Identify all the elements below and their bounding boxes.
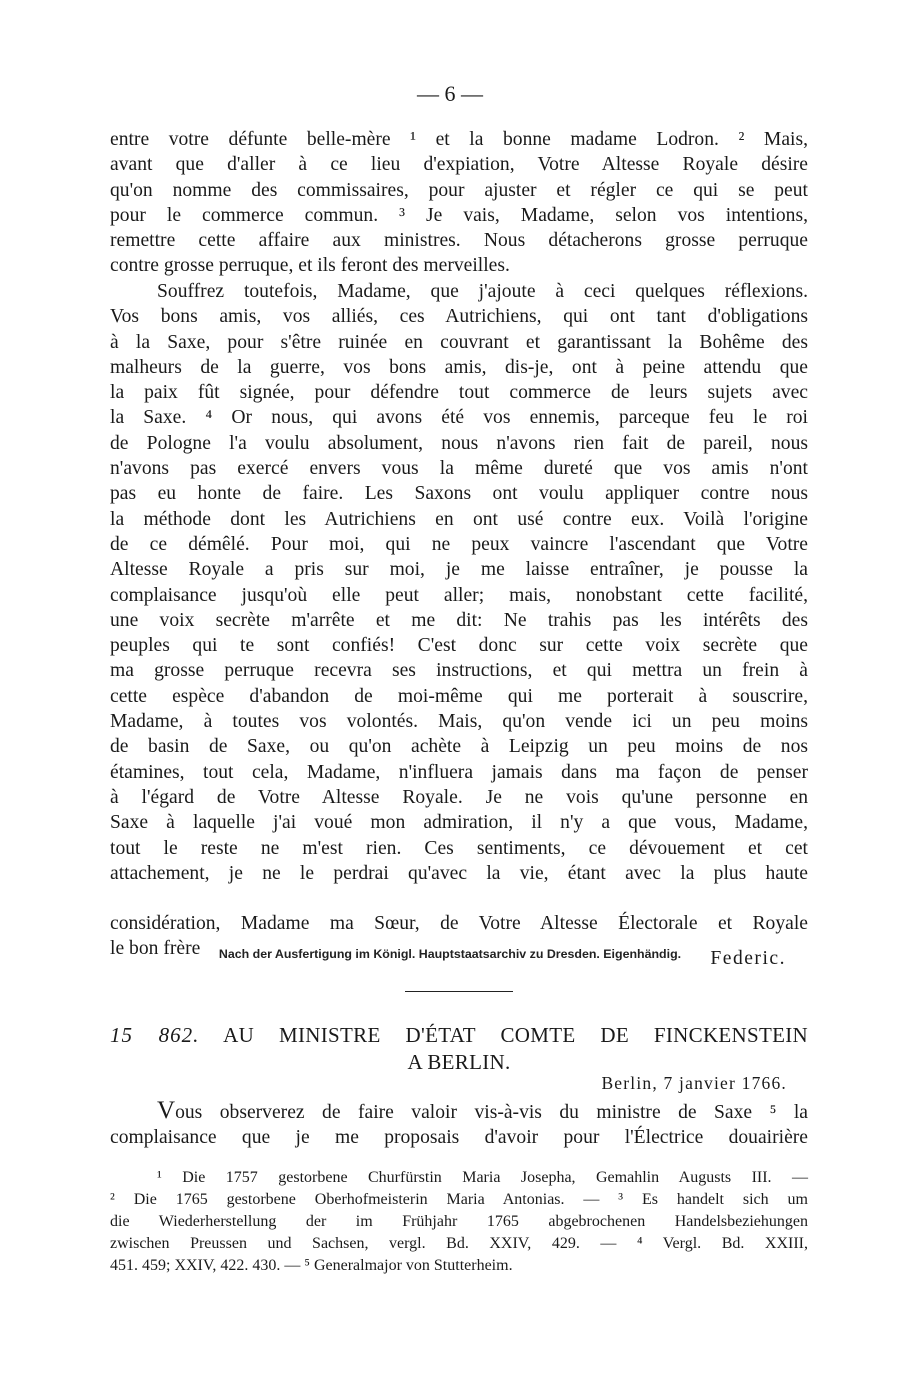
page-number: — 6 —: [417, 81, 483, 106]
footnote-line: die Wiederherstellung der im Frühjahr 1765 abgebrochenen Handelsbeziehungen: [110, 1213, 808, 1230]
text-line: ma grosse perruque recevra ses instructions, et qui mettra un frein à: [110, 660, 808, 682]
source-note: Nach der Ausfertigung im Königl. Hauptstaatsarchiv zu Dresden. Eigenhändig.: [218, 947, 682, 961]
text-line: Souffrez toutefois, Madame, que j'ajoute à ceci quelques réflexions.: [157, 281, 808, 302]
text-line: de ce démêlé. Pour moi, qui ne peux vaincre l'ascendant que Votre: [110, 533, 808, 555]
text-line: à la Saxe, pour s'être ruinée en couvrant et garantissant la Bohême des: [110, 331, 808, 353]
drop-capital: V: [157, 1097, 176, 1124]
text-line: la Saxe. ⁴ Or nous, qui avons été vos ennemis, parceque feu le roi: [110, 407, 808, 429]
text-line: étamines, tout cela, Madame, n'influera jamais dans ma façon de penser: [110, 761, 808, 783]
dateline: Berlin, 7 janvier 1766.: [601, 1073, 787, 1093]
text-line: Saxe à laquelle j'ai voué mon admiration, il n'y a que vous, Madame,: [110, 812, 808, 834]
text-line: remettre cette affaire aux ministres. Nous détacherons grosse perruque: [110, 230, 808, 252]
heading-line-1: [110, 1022, 808, 1049]
text-line: de Pologne l'a voulu absolument, nous n'avons rien fait de pareil, nous: [110, 432, 808, 454]
footnote-line: ² Die 1765 gestorbene Oberhofmeisterin Maria Antonias. — ³ Es handelt sich um: [110, 1191, 808, 1208]
paragraph-2: [110, 279, 808, 886]
text-line: complaisance que je me proposais d'avoir pour l'Électrice douairière: [110, 1127, 808, 1149]
paragraph-1: [110, 127, 808, 279]
footnotes: [110, 1167, 808, 1277]
text-line-rest: ous observerez de faire valoir vis-à-vis du ministre de Saxe ⁵ la: [175, 1102, 808, 1123]
text-line: la méthode dont les Autrichiens en ont usé contre eux. Voilà l'origine: [110, 508, 808, 530]
text-line: contre grosse perruque, et ils feront des merveilles.: [110, 255, 510, 277]
text-line: à l'égard de Votre Altesse Royale. Je ne vois qu'une personne en: [110, 786, 808, 808]
text-line: peuples qui te sont confiés! C'est donc sur cette voix secrète que: [110, 635, 808, 657]
text-line: Madame, à toutes vos volontés. Mais, qu'on vende ici un peu moins: [110, 711, 808, 733]
text-line: cette espèce d'abandon de moi-même qui me porterait à souscrire,: [110, 685, 808, 707]
section-divider: [405, 991, 513, 992]
text-line: Altesse Royale a pris sur moi, je me laisse entraîner, je pousse la: [110, 559, 808, 581]
text-line: Vos bons amis, vos alliés, ces Autrichiens, qui ont tant d'obligations: [110, 306, 808, 328]
document-heading: [110, 1022, 808, 1076]
footnote-line: ¹ Die 1757 gestorbene Churfürstin Maria Josepha, Gemahlin Augusts III. —: [157, 1169, 808, 1186]
text-line: de basin de Saxe, ou qu'on achète à Leipzig un peu moins de nos: [110, 736, 808, 758]
text-line: qu'on nomme des commissaires, pour ajuster et régler ce qui se peut: [110, 179, 808, 201]
text-line: entre votre défunte belle-mère ¹ et la bonne madame Lodron. ² Mais,: [110, 129, 808, 150]
text-line: pas eu honte de faire. Les Saxons ont voulu appliquer contre nous: [110, 483, 808, 505]
text-line: n'avons pas exercé envers vous la même dureté que vos amis n'ont: [110, 458, 808, 480]
text-line: [110, 1098, 808, 1125]
closing-formula: le bon frère: [110, 938, 201, 960]
text-line: avant que d'aller à ce lieu d'expiation, Votre Altesse Royale désire: [110, 154, 808, 176]
signature: Federic.: [710, 948, 786, 970]
closing-line: considération, Madame ma Sœur, de Votre Altesse Électorale et Royale: [110, 913, 808, 934]
text-line: une voix secrète m'arrête et me dit: Ne trahis pas les intérêts des: [110, 609, 808, 631]
text-line: malheurs de la guerre, vos bons amis, dis-je, ont à peine attendu que: [110, 356, 808, 378]
document-title-line-2: A BERLIN.: [407, 1050, 511, 1074]
text-line: tout le reste ne m'est rien. Ces sentiments, ce dévouement et cet: [110, 837, 808, 859]
document-title: AU MINISTRE D'ÉTAT COMTE DE FINCKENSTEIN: [223, 1023, 809, 1047]
text-line: la paix fût signée, pour défendre tout commerce de leurs sujets avec: [110, 382, 808, 404]
text-line: complaisance jusqu'où elle peut aller; mais, nonobstant cette facilité,: [110, 584, 808, 606]
footnote-line: zwischen Preussen und Sachsen, vergl. Bd. XXIV, 429. — ⁴ Vergl. Bd. XXIII,: [110, 1235, 808, 1252]
text-line: attachement, je ne le perdrai qu'avec la vie, étant avec la plus haute: [110, 862, 808, 884]
document-number: 15 862.: [110, 1023, 200, 1047]
footnote-line: 451. 459; XXIV, 422. 430. — ⁵ Generalmajor von Stutterheim.: [110, 1257, 513, 1274]
paragraph-3: [110, 1098, 808, 1151]
text-line: pour le commerce commun. ³ Je vais, Madame, selon vos intentions,: [110, 204, 808, 226]
